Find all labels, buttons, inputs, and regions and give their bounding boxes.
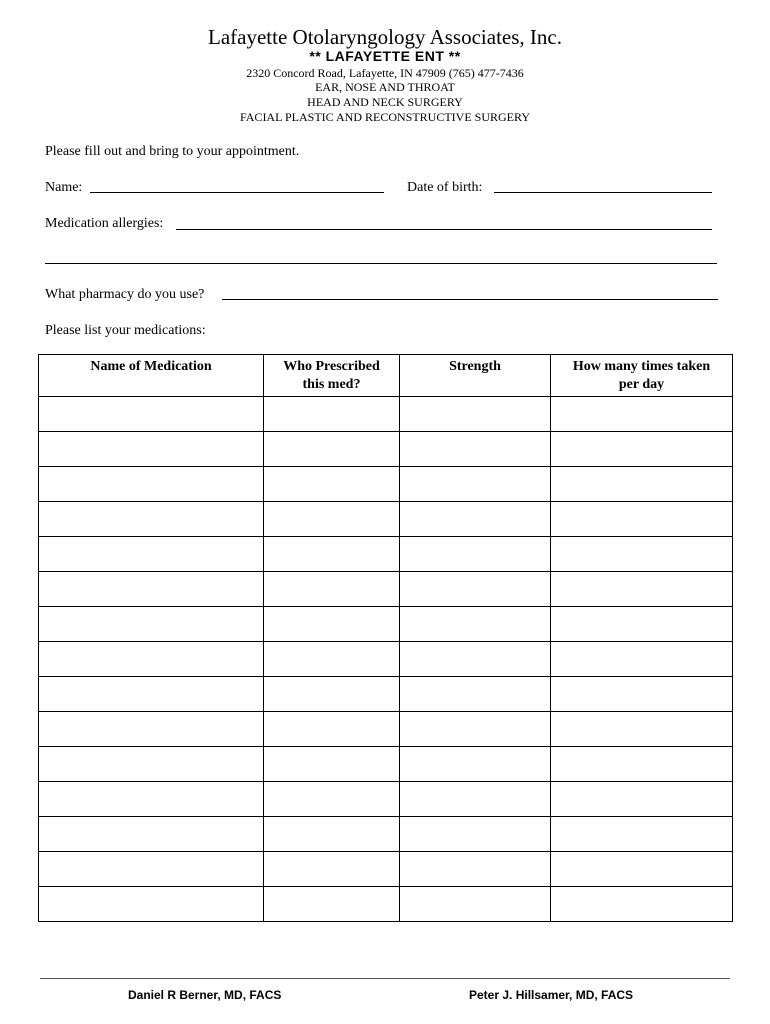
prescriber-cell[interactable] bbox=[264, 747, 400, 782]
frequency-cell[interactable] bbox=[551, 467, 733, 502]
pharmacy-label: What pharmacy do you use? bbox=[45, 287, 205, 302]
table-row bbox=[39, 502, 733, 537]
frequency-cell[interactable] bbox=[551, 642, 733, 677]
table-row bbox=[39, 677, 733, 712]
doctor-name-right: Peter J. Hillsamer, MD, FACS bbox=[469, 988, 634, 1002]
prescriber-cell[interactable] bbox=[264, 782, 400, 817]
practice-address: 2320 Concord Road, Lafayette, IN 47909 (765) 477-7436 bbox=[246, 66, 524, 80]
medication-table-body bbox=[39, 397, 733, 922]
table-row bbox=[39, 852, 733, 887]
table-row bbox=[39, 817, 733, 852]
frequency-cell[interactable] bbox=[551, 782, 733, 817]
prescriber-cell[interactable] bbox=[264, 467, 400, 502]
prescriber-cell[interactable] bbox=[264, 817, 400, 852]
prescriber-cell[interactable] bbox=[264, 642, 400, 677]
frequency-cell[interactable] bbox=[551, 887, 733, 922]
column-header-prescriber bbox=[264, 355, 400, 397]
frequency-cell[interactable] bbox=[551, 537, 733, 572]
medication-name-cell[interactable] bbox=[39, 817, 264, 852]
medications-prompt: Please list your medications: bbox=[45, 323, 206, 338]
strength-cell[interactable] bbox=[400, 677, 551, 712]
prescriber-cell[interactable] bbox=[264, 677, 400, 712]
strength-cell[interactable] bbox=[400, 747, 551, 782]
column-header-medication-name bbox=[39, 355, 264, 397]
medication-name-cell[interactable] bbox=[39, 747, 264, 782]
name-field[interactable] bbox=[90, 192, 384, 193]
prescriber-cell[interactable] bbox=[264, 712, 400, 747]
frequency-cell[interactable] bbox=[551, 817, 733, 852]
prescriber-cell[interactable] bbox=[264, 852, 400, 887]
dob-field[interactable] bbox=[494, 192, 712, 193]
medication-name-cell[interactable] bbox=[39, 712, 264, 747]
pharmacy-field[interactable] bbox=[222, 299, 718, 300]
medication-table bbox=[38, 354, 733, 922]
frequency-cell[interactable] bbox=[551, 712, 733, 747]
strength-cell[interactable] bbox=[400, 887, 551, 922]
medication-name-cell[interactable] bbox=[39, 607, 264, 642]
name-label: Name: bbox=[45, 180, 83, 195]
dob-label: Date of birth: bbox=[407, 180, 483, 195]
medication-name-cell[interactable] bbox=[39, 782, 264, 817]
allergies-field[interactable] bbox=[176, 229, 712, 230]
specialty-line: HEAD AND NECK SURGERY bbox=[307, 95, 463, 109]
table-row bbox=[39, 467, 733, 502]
table-row bbox=[39, 607, 733, 642]
frequency-cell[interactable] bbox=[551, 397, 733, 432]
strength-cell[interactable] bbox=[400, 572, 551, 607]
column-header-strength bbox=[400, 355, 551, 397]
table-row bbox=[39, 712, 733, 747]
frequency-cell[interactable] bbox=[551, 572, 733, 607]
table-row bbox=[39, 782, 733, 817]
strength-cell[interactable] bbox=[400, 467, 551, 502]
frequency-cell[interactable] bbox=[551, 852, 733, 887]
doctor-name-left: Daniel R Berner, MD, FACS bbox=[128, 988, 282, 1002]
prescriber-cell[interactable] bbox=[264, 537, 400, 572]
strength-cell[interactable] bbox=[400, 502, 551, 537]
prescriber-cell[interactable] bbox=[264, 572, 400, 607]
prescriber-cell[interactable] bbox=[264, 397, 400, 432]
strength-cell[interactable] bbox=[400, 537, 551, 572]
table-row bbox=[39, 887, 733, 922]
table-row bbox=[39, 432, 733, 467]
strength-cell[interactable] bbox=[400, 642, 551, 677]
prescriber-cell[interactable] bbox=[264, 432, 400, 467]
medication-name-cell[interactable] bbox=[39, 467, 264, 502]
table-row bbox=[39, 747, 733, 782]
column-header-line: How many times taken bbox=[572, 359, 711, 374]
table-row bbox=[39, 572, 733, 607]
medication-name-cell[interactable] bbox=[39, 572, 264, 607]
table-row bbox=[39, 397, 733, 432]
footer-divider bbox=[40, 978, 730, 979]
specialty-line: FACIAL PLASTIC AND RECONSTRUCTIVE SURGERY bbox=[239, 110, 531, 124]
medication-name-cell[interactable] bbox=[39, 642, 264, 677]
medication-name-cell[interactable] bbox=[39, 887, 264, 922]
prescriber-cell[interactable] bbox=[264, 607, 400, 642]
strength-cell[interactable] bbox=[400, 712, 551, 747]
frequency-cell[interactable] bbox=[551, 432, 733, 467]
column-header-line: Strength bbox=[449, 359, 501, 374]
table-header-row bbox=[39, 355, 733, 397]
strength-cell[interactable] bbox=[400, 607, 551, 642]
strength-cell[interactable] bbox=[400, 432, 551, 467]
allergies-label: Medication allergies: bbox=[45, 216, 164, 231]
frequency-cell[interactable] bbox=[551, 677, 733, 712]
column-header-line: Name of Medication bbox=[90, 359, 212, 374]
frequency-cell[interactable] bbox=[551, 747, 733, 782]
strength-cell[interactable] bbox=[400, 782, 551, 817]
prescriber-cell[interactable] bbox=[264, 887, 400, 922]
column-header-line: Who Prescribed bbox=[283, 359, 380, 374]
prescriber-cell[interactable] bbox=[264, 502, 400, 537]
strength-cell[interactable] bbox=[400, 397, 551, 432]
practice-name: Lafayette Otolaryngology Associates, Inc. bbox=[208, 25, 562, 49]
table-row bbox=[39, 642, 733, 677]
medication-name-cell[interactable] bbox=[39, 537, 264, 572]
column-header-line: this med? bbox=[302, 377, 361, 392]
strength-cell[interactable] bbox=[400, 852, 551, 887]
frequency-cell[interactable] bbox=[551, 607, 733, 642]
medication-name-cell[interactable] bbox=[39, 432, 264, 467]
allergies-field-continued[interactable] bbox=[45, 263, 717, 264]
specialty-line: EAR, NOSE AND THROAT bbox=[315, 80, 455, 94]
practice-nickname: ** LAFAYETTE ENT ** bbox=[309, 48, 461, 64]
frequency-cell[interactable] bbox=[551, 502, 733, 537]
medication-name-cell[interactable] bbox=[39, 397, 264, 432]
table-row bbox=[39, 537, 733, 572]
medication-name-cell[interactable] bbox=[39, 502, 264, 537]
medication-name-cell[interactable] bbox=[39, 852, 264, 887]
strength-cell[interactable] bbox=[400, 817, 551, 852]
medication-name-cell[interactable] bbox=[39, 677, 264, 712]
column-header-frequency bbox=[551, 355, 733, 397]
column-header-line: per day bbox=[618, 377, 665, 392]
form-instructions: Please fill out and bring to your appointment. bbox=[45, 144, 300, 159]
